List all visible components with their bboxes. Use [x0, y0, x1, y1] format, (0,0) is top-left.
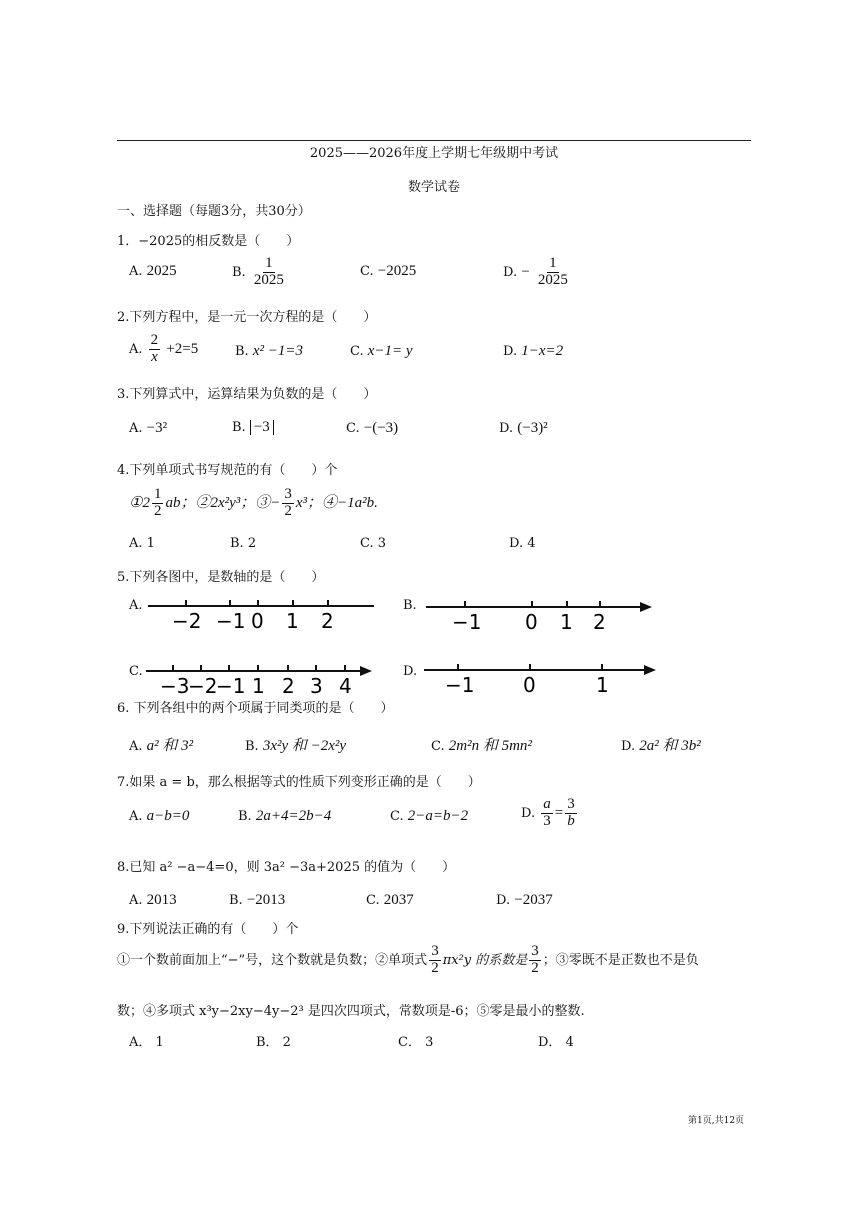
statement-text: ①一个数前面加上“−”号，这个数就是负数；②单项式 — [117, 952, 428, 968]
option-value: −(−3) — [363, 420, 399, 436]
q9-line-2: 数；④多项式 x³y−2xy−4y−2³ 是四次四项式，常数项是-6；⑤零是最小的整数. — [117, 1004, 585, 1019]
q4-option-b: B. 2 — [230, 536, 257, 551]
q7-option-b — [238, 808, 331, 825]
option-letter: D. — [621, 739, 636, 754]
fraction-denominator: b — [567, 812, 575, 829]
tick-label: 1 — [252, 674, 265, 698]
number-line-b — [420, 594, 660, 634]
question-1-stem: 1．−2025的相反数是（ ） — [117, 234, 300, 249]
q2-option-c — [350, 343, 413, 360]
fraction-denominator: 2 — [284, 502, 292, 519]
tick-label: 0 — [523, 673, 536, 697]
q9-option-c: C． 3 — [398, 1035, 434, 1050]
option-value: −2025 — [377, 263, 417, 279]
option-sign: − — [521, 263, 530, 280]
statement-text: ；③零既不是正数也不是负 — [542, 952, 699, 968]
option-value: 2a² 和 3b² — [639, 738, 701, 754]
tick-label: 2 — [321, 609, 334, 633]
option-value: −3 — [250, 420, 274, 435]
statement-text: πx²y 的系数是 — [442, 952, 528, 968]
q1-option-a — [129, 263, 177, 280]
fraction-numerator: 2 — [150, 332, 159, 348]
question-6-stem: 6. 下列各组中的两个项属于同类项的是（ ） — [117, 701, 394, 716]
option-letter: A. — [129, 809, 143, 824]
q6-option-a — [129, 734, 193, 755]
option-letter: C. — [360, 264, 374, 279]
q2-option-d — [503, 343, 563, 360]
tick-label: −1 — [216, 674, 246, 698]
question-8-stem: 8.已知 a² −a−4=0，则 3a² −3a+2025 的值为（ ） — [117, 860, 456, 875]
option-letter: D. — [521, 805, 536, 821]
q7-option-a — [129, 808, 189, 825]
tick-label: 0 — [251, 609, 264, 633]
fraction-denominator: 3 — [543, 812, 551, 829]
option-value: −2037 — [514, 892, 553, 908]
fraction-numerator: 3 — [431, 943, 439, 959]
option-letter: D. — [503, 264, 518, 280]
q4-option-a: A. 1 — [129, 536, 155, 551]
fraction-numerator: 3 — [567, 796, 575, 812]
fraction-denominator: 2025 — [253, 271, 284, 288]
option-value: 2025 — [146, 263, 177, 279]
fraction-numerator: 1 — [153, 486, 162, 502]
q6-option-d — [621, 734, 701, 755]
option-letter: B. — [235, 344, 249, 359]
q9-option-b: B． 2 — [256, 1035, 291, 1050]
option-value: 2m²n 和 5mn² — [448, 738, 532, 754]
fraction-numerator: 1 — [549, 255, 557, 271]
option-letter: A. — [129, 893, 143, 908]
q3-option-c — [346, 420, 398, 437]
q5-label-b: B. — [403, 598, 417, 613]
option-value: +2=5 — [166, 340, 199, 357]
q8-option-d — [496, 892, 553, 909]
tick-label: 3 — [310, 674, 323, 698]
tick-label: 1 — [560, 610, 573, 634]
q4-option-d: D. 4 — [509, 536, 536, 551]
option-letter: B. — [238, 809, 252, 824]
option-letter: C. — [346, 421, 360, 436]
q1-option-c — [360, 263, 416, 280]
q3-option-d — [499, 420, 548, 437]
tick-label: −1 — [445, 673, 475, 697]
exam-title: 2025——2026年度上学期七年级期中考试 — [309, 146, 559, 161]
fraction-denominator: 2 — [531, 959, 539, 976]
tick-label: −1 — [216, 609, 246, 633]
q5-label-d: D. — [403, 664, 418, 679]
option-letter: A. — [129, 739, 143, 754]
exam-subtitle: 数学试卷 — [407, 180, 460, 195]
option-value: 2−a=b−2 — [407, 808, 469, 824]
option-letter: A. — [129, 264, 143, 279]
option-value: 3x²y 和 −2x²y — [262, 738, 347, 754]
option-value: a² 和 3² — [146, 738, 194, 754]
q8-option-c — [366, 892, 414, 909]
item-text: ①2 — [129, 494, 150, 511]
tick-label: 0 — [525, 610, 538, 634]
tick-label: −3 — [160, 674, 190, 698]
option-letter: A. — [129, 341, 143, 357]
tick-label: −2 — [188, 674, 218, 698]
tick-label: 1 — [596, 673, 609, 697]
q8-option-b — [229, 892, 285, 909]
number-line-d — [420, 660, 660, 700]
option-value: 2013 — [146, 892, 177, 908]
option-letter: D. — [499, 421, 514, 436]
item-text: ab；②2x²y³；③− — [165, 494, 281, 511]
fraction-denominator: 2 — [431, 959, 439, 976]
option-letter: B. — [245, 739, 259, 754]
q5-label-c: C. — [129, 664, 143, 679]
fraction-numerator: 3 — [531, 943, 539, 959]
option-letter: D. — [496, 893, 511, 908]
question-9-stem: 9.下列说法正确的有（ ）个 — [117, 922, 299, 937]
fraction-numerator: 1 — [265, 255, 273, 271]
question-7-stem: 7.如果 a = b，那么根据等式的性质下列变形正确的是（ ） — [117, 775, 481, 790]
q6-option-b — [245, 734, 346, 755]
tick-label: −2 — [172, 609, 202, 633]
q5-label-a: A. — [129, 598, 143, 613]
option-letter: C. — [366, 893, 380, 908]
question-5-stem: 5.下列各图中，是数轴的是（ ） — [117, 570, 325, 585]
q7-option-c — [390, 808, 468, 825]
q9-option-a: A． 1 — [129, 1035, 164, 1050]
option-value: (−3)² — [517, 420, 548, 436]
q7-option-d — [521, 797, 579, 830]
option-value: 1−x=2 — [521, 343, 564, 359]
q1-option-d — [503, 256, 572, 289]
number-line-c — [140, 660, 380, 700]
fraction-numerator: a — [543, 796, 551, 812]
tick-label: 4 — [339, 674, 352, 698]
tick-label: −1 — [452, 610, 482, 634]
q3-option-b — [232, 420, 274, 435]
option-letter: C. — [390, 809, 404, 824]
option-letter: C. — [431, 739, 445, 754]
option-value: a−b=0 — [146, 808, 190, 824]
fraction-numerator: 3 — [284, 486, 292, 502]
option-value: −2013 — [246, 892, 286, 908]
number-line-a — [140, 594, 380, 634]
q9-line-1 — [117, 944, 699, 977]
option-letter: D. — [503, 344, 518, 359]
option-value: x² −1=3 — [252, 343, 303, 359]
tick-label: 2 — [593, 610, 606, 634]
q3-option-a — [129, 420, 167, 437]
q4-items — [129, 487, 378, 520]
fraction-denominator: 2 — [153, 502, 162, 519]
page-number: 第1页,共12页 — [688, 1116, 745, 1126]
tick-label: 1 — [286, 609, 299, 633]
q1-option-b — [232, 256, 288, 289]
question-4-stem: 4.下列单项式书写规范的有（ ）个 — [117, 463, 338, 478]
fraction-denominator: 2025 — [537, 271, 568, 288]
option-letter: B. — [232, 264, 246, 280]
section-heading: 一、选择题（每题3分，共30分） — [117, 204, 311, 219]
fraction-denominator: x — [151, 348, 158, 365]
header-rule — [117, 140, 751, 141]
option-letter: B. — [229, 893, 243, 908]
tick-label: 2 — [282, 674, 295, 698]
q2-option-b — [235, 343, 303, 360]
item-text: x³；④−1a²b. — [295, 494, 378, 511]
equals-sign: = — [554, 804, 564, 821]
q4-option-c: C. 3 — [360, 536, 387, 551]
option-value: x−1= y — [367, 343, 413, 359]
question-2-stem: 2.下列方程中，是一元一次方程的是（ ） — [117, 310, 377, 325]
option-letter: A. — [129, 421, 143, 436]
question-3-stem: 3.下列算式中，运算结果为负数的是（ ） — [117, 387, 377, 402]
q9-option-d: D． 4 — [538, 1035, 574, 1050]
q2-option-a — [129, 333, 198, 366]
q6-option-c — [431, 734, 532, 755]
option-letter: B. — [232, 420, 246, 435]
option-value: 2037 — [383, 892, 414, 908]
option-value: −3² — [146, 420, 168, 436]
option-value: 2a+4=2b−4 — [255, 808, 332, 824]
option-letter: C. — [350, 344, 364, 359]
q8-option-a — [129, 892, 177, 909]
